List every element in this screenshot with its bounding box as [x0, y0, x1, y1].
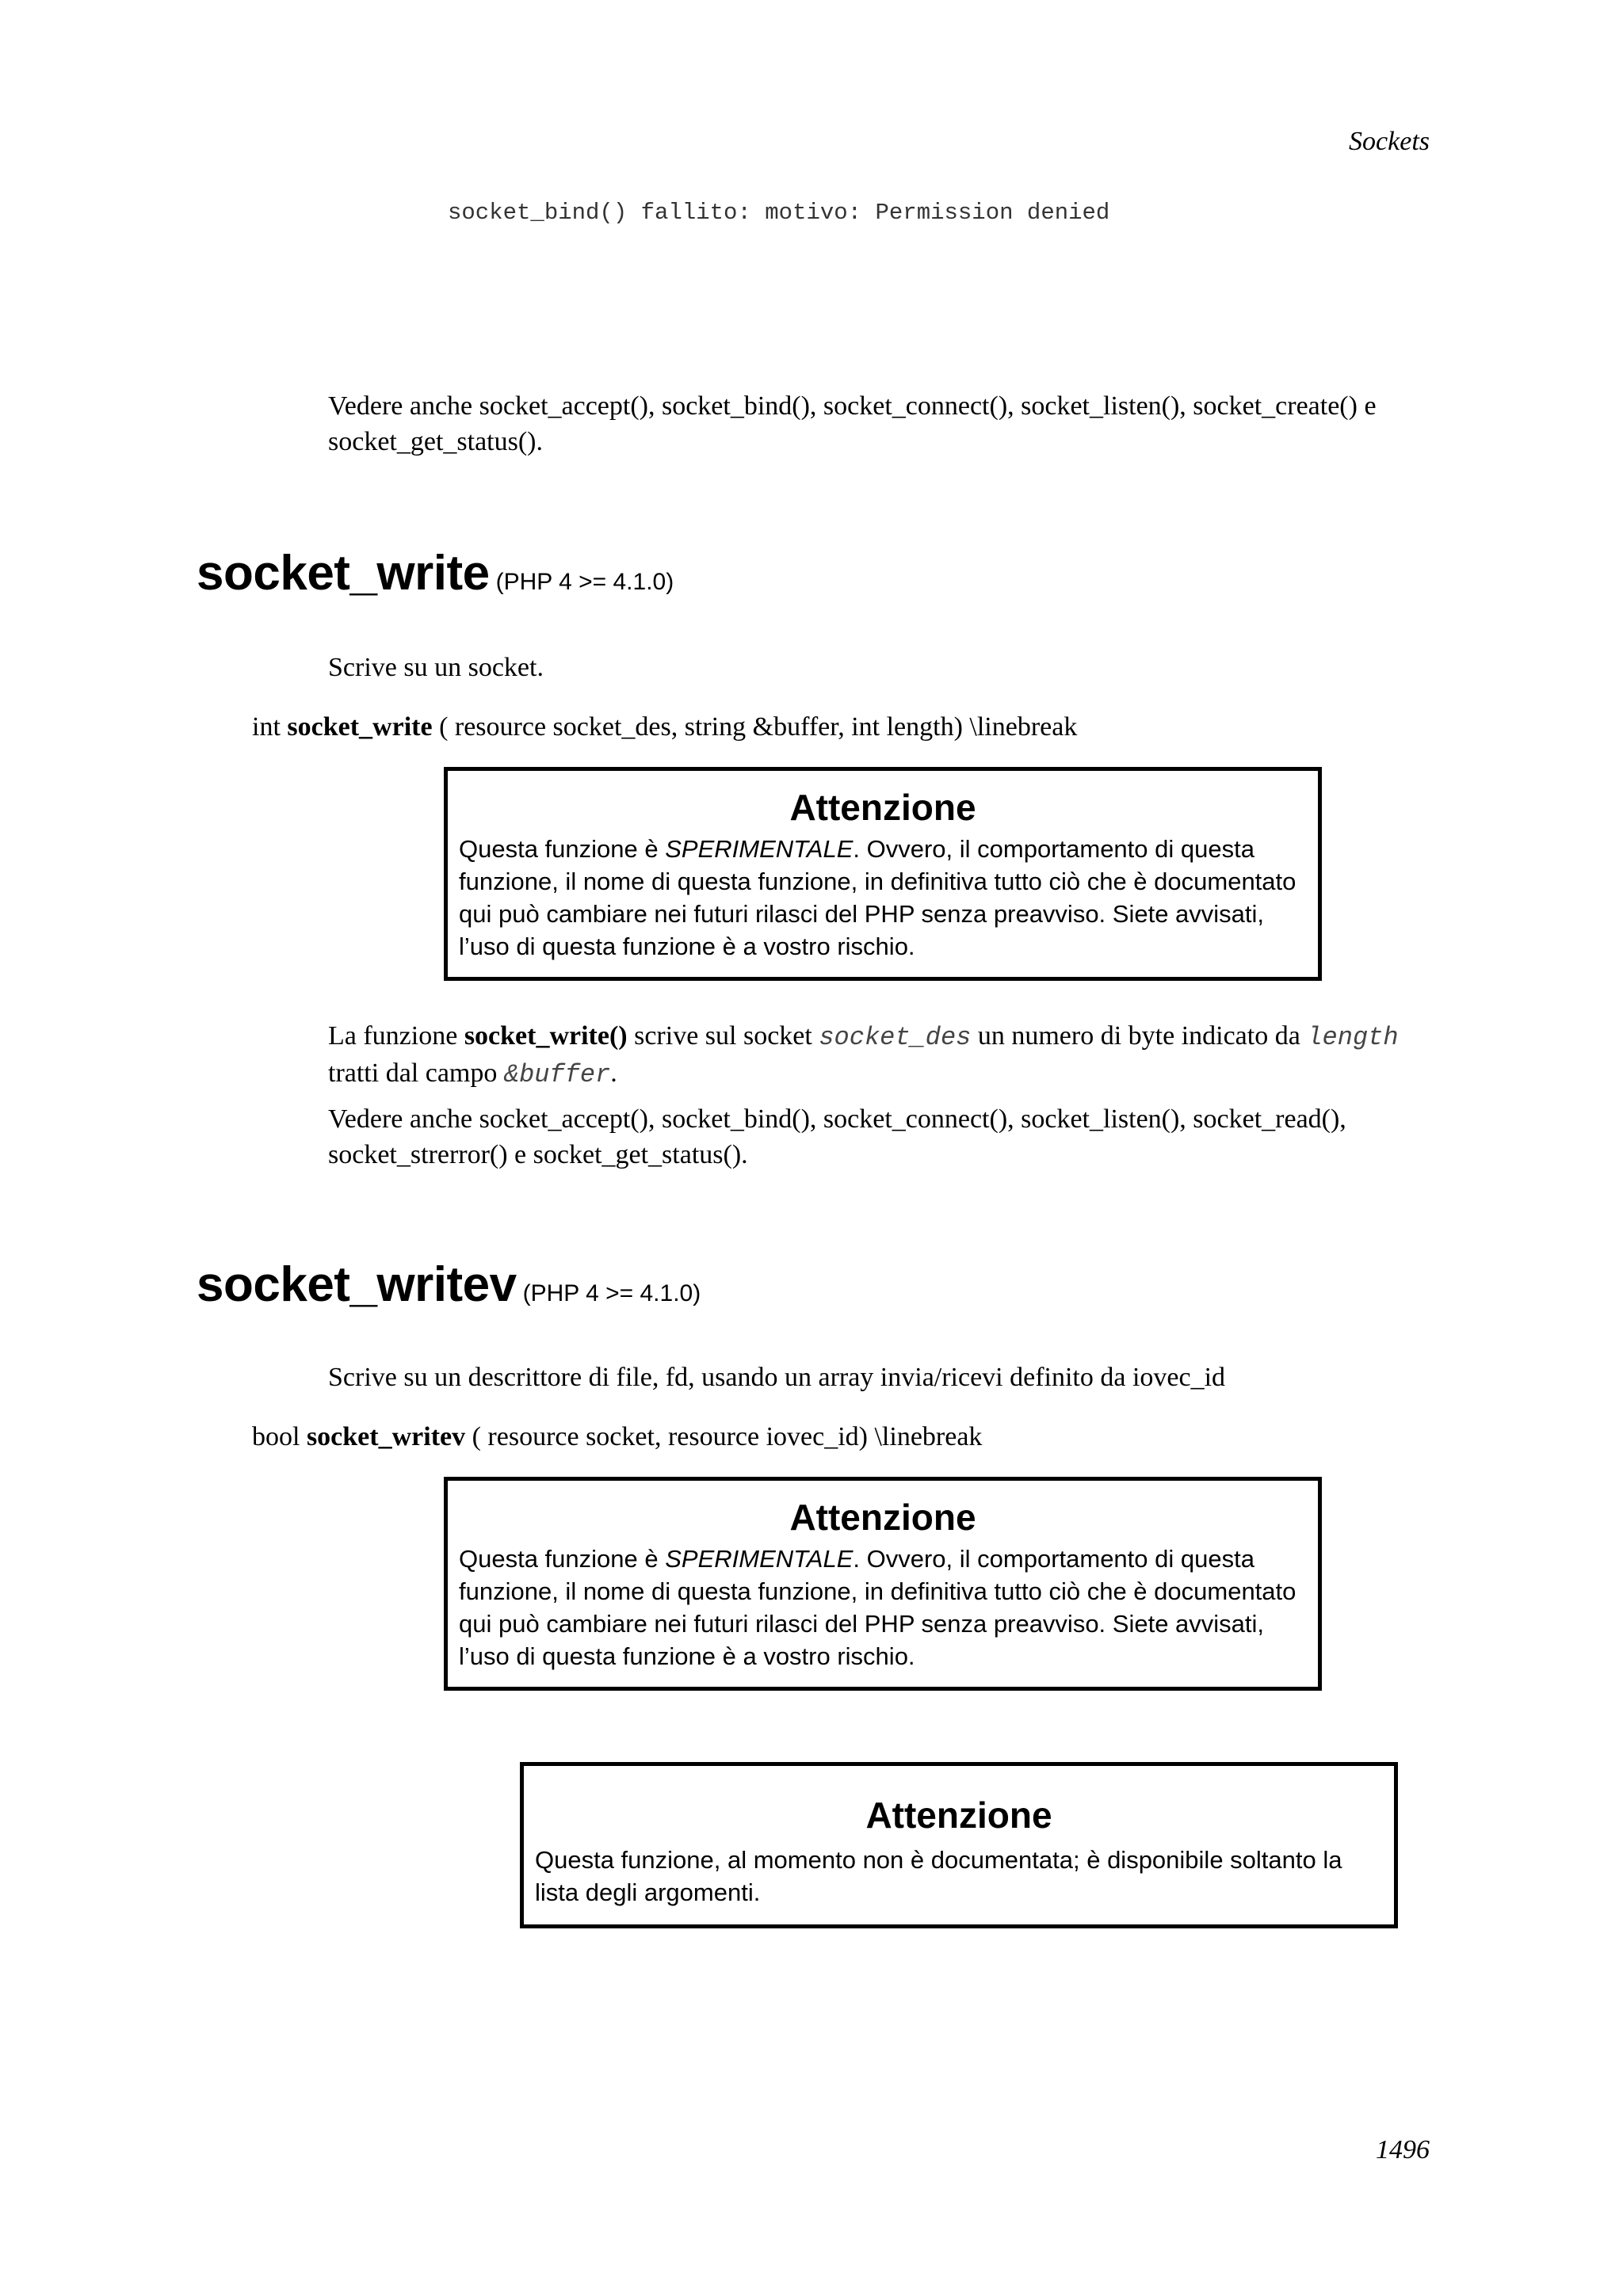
- function-signature: [252, 1419, 982, 1455]
- function-purpose: Scrive su un descrittore di file, fd, usando un array invia/ricevi definito da iovec_id: [328, 1363, 1226, 1392]
- warning-body: Questa funzione, al momento non è documentata; è disponibile soltanto la lista degli argomenti.: [535, 1846, 1342, 1906]
- see-also-line: socket_get_status().: [328, 427, 543, 456]
- function-title: [197, 1257, 701, 1313]
- signature-type: int: [252, 712, 281, 742]
- signature-type: bool: [252, 1422, 300, 1451]
- parameter-name: socket_des: [819, 1023, 972, 1052]
- signature-name: socket_writev: [306, 1422, 466, 1451]
- function-version: (PHP 4 >= 4.1.0): [495, 569, 674, 595]
- see-also-paragraph: [328, 1101, 1453, 1173]
- function-signature: [252, 709, 1077, 745]
- function-description: La funzione socket_write() scrive sul socket socket_des un numero di byte indicato da length tratti dal campo &buffer.: [328, 1021, 1399, 1089]
- description-function-name: socket_write(): [464, 1021, 628, 1051]
- code-example-output: socket_bind() fallito: motivo: Permission denied: [448, 200, 1110, 226]
- warning-title: Attenzione: [789, 1497, 976, 1538]
- warning-title: Attenzione: [865, 1794, 1052, 1836]
- page-number: 1496: [1376, 2135, 1430, 2164]
- function-title: [197, 545, 674, 601]
- warning-title: Attenzione: [789, 787, 976, 828]
- warning-box: [444, 767, 1322, 981]
- parameter-name: length: [1307, 1023, 1399, 1052]
- warning-emphasis: SPERIMENTALE: [665, 1545, 854, 1573]
- see-also-paragraph: [328, 388, 1438, 460]
- warning-body: Questa funzione è SPERIMENTALE. Ovvero, il comportamento di questa funzione, il nome di questa funzione, in definitiva tutto ciò che è documentato qui può cambiare nei futuri rilasci del PHP senza preavviso. Siete avvisati, l’uso di questa funzione è a vostro rischio.: [459, 835, 1296, 960]
- undocumented-warning-box: [520, 1762, 1398, 1928]
- warning-box: [444, 1477, 1322, 1691]
- signature-args: ( resource socket_des, string &buffer, int length) \linebreak: [439, 712, 1078, 742]
- signature-name: socket_write: [287, 712, 433, 742]
- see-also-line: Vedere anche socket_accept(), socket_bind(), socket_connect(), socket_listen(), socket_create() e: [328, 391, 1377, 421]
- see-also-line: socket_strerror() e socket_get_status().: [328, 1140, 748, 1169]
- parameter-name: &buffer: [503, 1060, 611, 1089]
- function-name: socket_writev: [197, 1257, 517, 1312]
- warning-body: Questa funzione è SPERIMENTALE. Ovvero, il comportamento di questa funzione, il nome di questa funzione, in definitiva tutto ciò che è documentato qui può cambiare nei futuri rilasci del PHP senza preavviso. Siete avvisati, l’uso di questa funzione è a vostro rischio.: [459, 1545, 1296, 1670]
- signature-args: ( resource socket, resource iovec_id) \linebreak: [472, 1422, 983, 1451]
- warning-emphasis: SPERIMENTALE: [665, 835, 854, 863]
- function-name: socket_write: [197, 546, 490, 601]
- function-purpose: Scrive su un socket.: [328, 653, 544, 682]
- function-version: (PHP 4 >= 4.1.0): [522, 1280, 701, 1306]
- see-also-line: Vedere anche socket_accept(), socket_bind(), socket_connect(), socket_listen(), socket_read(),: [328, 1104, 1346, 1134]
- running-header: Sockets: [1349, 127, 1430, 156]
